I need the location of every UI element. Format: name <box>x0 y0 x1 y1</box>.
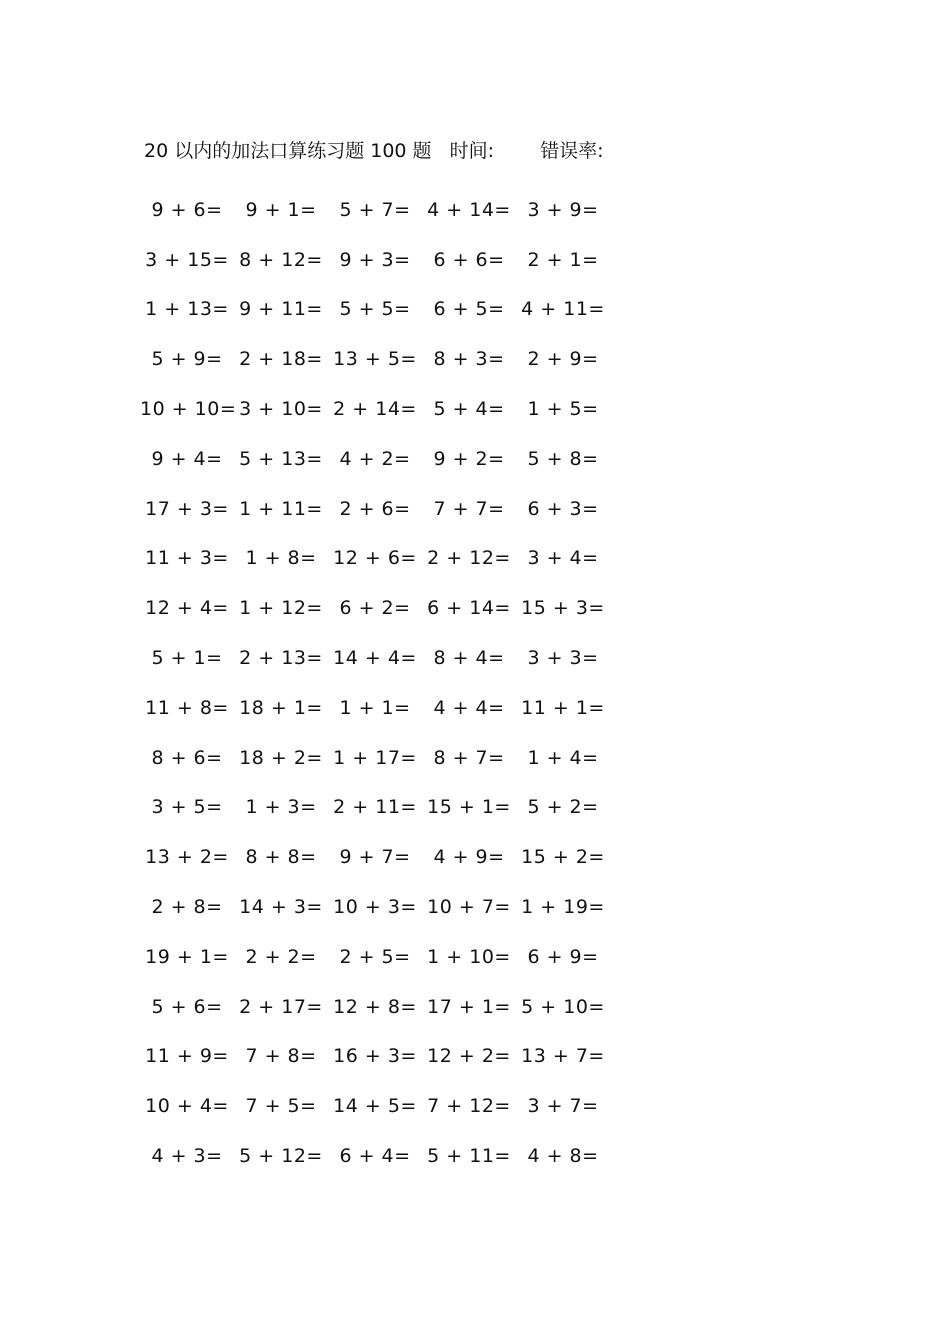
problem-item: 11 + 1= <box>521 696 605 719</box>
problem-row <box>140 832 620 882</box>
problem-item: 5 + 9= <box>151 348 223 371</box>
problem-item: 2 + 11= <box>333 796 417 819</box>
error-rate-label: 错误率: <box>540 140 604 162</box>
problem-item: 6 + 3= <box>527 497 599 520</box>
problem-item: 16 + 3= <box>333 1045 417 1068</box>
worksheet-header <box>144 137 603 165</box>
problem-item: 8 + 8= <box>245 846 317 869</box>
problem-item: 5 + 13= <box>239 447 323 470</box>
problem-item: 3 + 3= <box>527 647 599 670</box>
problem-item: 5 + 10= <box>521 995 605 1018</box>
problem-item: 1 + 11= <box>239 497 323 520</box>
problem-item: 2 + 12= <box>427 547 511 570</box>
problem-item: 2 + 18= <box>239 348 323 371</box>
problem-item: 18 + 1= <box>239 696 323 719</box>
problem-item: 1 + 17= <box>333 746 417 769</box>
worksheet-title: 20 以内的加法口算练习题 100 题 <box>144 140 432 162</box>
problem-row <box>140 484 620 534</box>
problem-item: 10 + 3= <box>333 896 417 919</box>
problem-item: 12 + 6= <box>333 547 417 570</box>
problem-item: 12 + 8= <box>333 995 417 1018</box>
problem-item: 6 + 6= <box>433 248 505 271</box>
problem-row <box>140 583 620 633</box>
problem-item: 3 + 5= <box>151 796 223 819</box>
problem-item: 1 + 12= <box>239 597 323 620</box>
problem-item: 2 + 9= <box>527 348 599 371</box>
problem-item: 12 + 2= <box>427 1045 511 1068</box>
problem-row <box>140 733 620 783</box>
problem-item: 1 + 10= <box>427 945 511 968</box>
problem-item: 1 + 13= <box>145 298 229 321</box>
problem-row <box>140 434 620 484</box>
problem-item: 13 + 7= <box>521 1045 605 1068</box>
problem-item: 1 + 19= <box>521 896 605 919</box>
problem-item: 3 + 4= <box>527 547 599 570</box>
problem-item: 7 + 8= <box>245 1045 317 1068</box>
problem-item: 8 + 4= <box>433 647 505 670</box>
problem-row <box>140 633 620 683</box>
problem-item: 15 + 3= <box>521 597 605 620</box>
problem-item: 9 + 2= <box>433 447 505 470</box>
problem-item: 4 + 8= <box>527 1145 599 1168</box>
problem-row <box>140 683 620 733</box>
problem-item: 5 + 8= <box>527 447 599 470</box>
problem-item: 9 + 4= <box>151 447 223 470</box>
problem-item: 5 + 2= <box>527 796 599 819</box>
problem-item: 5 + 12= <box>239 1145 323 1168</box>
problem-item: 3 + 7= <box>527 1095 599 1118</box>
problem-item: 8 + 3= <box>433 348 505 371</box>
problem-item: 2 + 6= <box>339 497 411 520</box>
problem-item: 11 + 8= <box>145 696 229 719</box>
problem-item: 13 + 5= <box>333 348 417 371</box>
problem-item: 5 + 1= <box>151 647 223 670</box>
problem-item: 17 + 3= <box>145 497 229 520</box>
problem-item: 1 + 3= <box>245 796 317 819</box>
problem-item: 5 + 4= <box>433 398 505 421</box>
problem-item: 8 + 7= <box>433 746 505 769</box>
problem-item: 9 + 7= <box>339 846 411 869</box>
problem-item: 4 + 2= <box>339 447 411 470</box>
problem-item: 2 + 14= <box>333 398 417 421</box>
problem-item: 3 + 9= <box>527 198 599 221</box>
problem-item: 10 + 7= <box>427 896 511 919</box>
problem-item: 5 + 11= <box>427 1145 511 1168</box>
problem-item: 7 + 5= <box>245 1095 317 1118</box>
problem-item: 4 + 3= <box>151 1145 223 1168</box>
problem-item: 18 + 2= <box>239 746 323 769</box>
problem-item: 1 + 5= <box>527 398 599 421</box>
problem-grid <box>140 185 620 1181</box>
problem-row <box>140 534 620 584</box>
problem-item: 2 + 13= <box>239 647 323 670</box>
problem-item: 17 + 1= <box>427 995 511 1018</box>
problem-item: 14 + 3= <box>239 896 323 919</box>
problem-row <box>140 285 620 335</box>
problem-item: 4 + 11= <box>521 298 605 321</box>
problem-row <box>140 334 620 384</box>
problem-item: 4 + 9= <box>433 846 505 869</box>
problem-item: 6 + 5= <box>433 298 505 321</box>
problem-item: 12 + 4= <box>145 597 229 620</box>
problem-item: 5 + 6= <box>151 995 223 1018</box>
problem-item: 7 + 12= <box>427 1095 511 1118</box>
problem-item: 14 + 5= <box>333 1095 417 1118</box>
time-label: 时间: <box>449 140 495 162</box>
problem-row <box>140 982 620 1032</box>
problem-item: 13 + 2= <box>145 846 229 869</box>
problem-item: 6 + 2= <box>339 597 411 620</box>
problem-item: 9 + 6= <box>151 198 223 221</box>
problem-row <box>140 384 620 434</box>
problem-item: 15 + 1= <box>427 796 511 819</box>
problem-item: 19 + 1= <box>145 945 229 968</box>
problem-item: 11 + 9= <box>145 1045 229 1068</box>
problem-item: 10 + 4= <box>145 1095 229 1118</box>
problem-item: 1 + 4= <box>527 746 599 769</box>
problem-item: 2 + 1= <box>527 248 599 271</box>
problem-item: 15 + 2= <box>521 846 605 869</box>
problem-item: 9 + 1= <box>245 198 317 221</box>
problem-item: 7 + 7= <box>433 497 505 520</box>
problem-item: 9 + 3= <box>339 248 411 271</box>
problem-row <box>140 783 620 833</box>
problem-item: 1 + 1= <box>339 696 411 719</box>
problem-item: 8 + 6= <box>151 746 223 769</box>
problem-item: 6 + 14= <box>427 597 511 620</box>
problem-item: 6 + 9= <box>527 945 599 968</box>
problem-item: 3 + 10= <box>239 398 323 421</box>
problem-item: 2 + 17= <box>239 995 323 1018</box>
problem-row <box>140 235 620 285</box>
problem-item: 2 + 8= <box>151 896 223 919</box>
problem-item: 3 + 15= <box>145 248 229 271</box>
problem-item: 2 + 5= <box>339 945 411 968</box>
problem-item: 2 + 2= <box>245 945 317 968</box>
problem-item: 5 + 7= <box>339 198 411 221</box>
problem-row <box>140 185 620 235</box>
problem-item: 8 + 12= <box>239 248 323 271</box>
problem-item: 10 + 10= <box>140 398 237 421</box>
problem-row <box>140 1131 620 1181</box>
problem-item: 14 + 4= <box>333 647 417 670</box>
problem-item: 5 + 5= <box>339 298 411 321</box>
problem-item: 4 + 14= <box>427 198 511 221</box>
problem-item: 9 + 11= <box>239 298 323 321</box>
problem-row <box>140 882 620 932</box>
problem-item: 11 + 3= <box>145 547 229 570</box>
problem-item: 6 + 4= <box>339 1145 411 1168</box>
problem-row <box>140 1081 620 1131</box>
problem-row <box>140 932 620 982</box>
problem-item: 1 + 8= <box>245 547 317 570</box>
problem-item: 4 + 4= <box>433 696 505 719</box>
problem-row <box>140 1032 620 1082</box>
